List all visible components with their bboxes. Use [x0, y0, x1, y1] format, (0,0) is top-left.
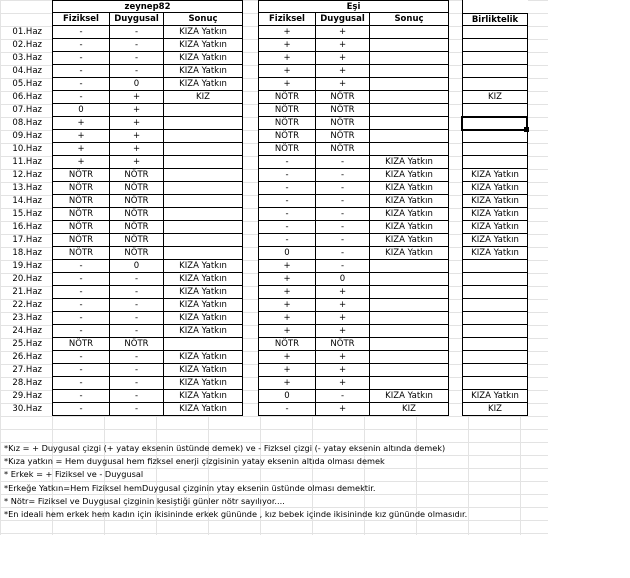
- table-cell[interactable]: [370, 104, 449, 117]
- table-cell[interactable]: KIZA Yatkın: [370, 234, 449, 247]
- table-cell[interactable]: KIZA Yatkın: [463, 247, 528, 260]
- table-cell[interactable]: +: [110, 117, 164, 130]
- table-cell[interactable]: [463, 130, 528, 143]
- table-cell[interactable]: 0: [110, 260, 164, 273]
- table-cell[interactable]: -: [53, 377, 110, 390]
- table-cell[interactable]: -: [53, 91, 110, 104]
- date-cell[interactable]: 01.Haz: [12, 27, 42, 37]
- table-cell[interactable]: [370, 338, 449, 351]
- table-cell[interactable]: +: [259, 65, 316, 78]
- table-cell[interactable]: [463, 312, 528, 325]
- table-cell[interactable]: NÖTR: [259, 117, 316, 130]
- table-cell[interactable]: -: [53, 299, 110, 312]
- date-cell[interactable]: 13.Haz: [12, 183, 42, 193]
- table-cell[interactable]: [164, 104, 243, 117]
- date-cell[interactable]: 29.Haz: [12, 391, 42, 401]
- column-header: Sonuç: [370, 13, 449, 26]
- table-cell[interactable]: [463, 338, 528, 351]
- blank-area: [548, 0, 630, 578]
- table-cell[interactable]: [370, 52, 449, 65]
- table-cell[interactable]: [164, 247, 243, 260]
- column-header: Fiziksel: [259, 13, 316, 26]
- table-cell[interactable]: [370, 143, 449, 156]
- table-cell[interactable]: [463, 377, 528, 390]
- table-cell[interactable]: +: [53, 130, 110, 143]
- table-cell[interactable]: [370, 260, 449, 273]
- table-cell[interactable]: -: [110, 325, 164, 338]
- table-cell[interactable]: -: [259, 182, 316, 195]
- table-cell[interactable]: -: [53, 325, 110, 338]
- note-line: *En ideali hem erkek hem kadın için ikisininde erkek gününde , kız bebek içinde ikisininde kız gününde olmasıdır.: [4, 508, 468, 519]
- table-cell[interactable]: 0: [259, 390, 316, 403]
- table-cell[interactable]: [164, 130, 243, 143]
- table-cell[interactable]: -: [259, 234, 316, 247]
- table-cell[interactable]: NÖTR: [259, 338, 316, 351]
- table-cell[interactable]: [463, 65, 528, 78]
- table-cell[interactable]: -: [53, 364, 110, 377]
- table-cell[interactable]: KIZA Yatkın: [370, 390, 449, 403]
- table-cell[interactable]: -: [53, 39, 110, 52]
- table-cell[interactable]: -: [53, 286, 110, 299]
- date-cell[interactable]: 27.Haz: [12, 365, 42, 375]
- table-cell[interactable]: KIZA Yatkın: [370, 182, 449, 195]
- date-cell[interactable]: 04.Haz: [12, 66, 42, 76]
- table-cell[interactable]: -: [316, 195, 370, 208]
- table-cell[interactable]: KIZA Yatkın: [370, 208, 449, 221]
- table-cell[interactable]: +: [259, 364, 316, 377]
- table-cell[interactable]: KIZA Yatkın: [164, 286, 243, 299]
- date-cell[interactable]: 24.Haz: [12, 326, 42, 336]
- table-cell[interactable]: KIZA Yatkın: [164, 312, 243, 325]
- table-cell[interactable]: [463, 78, 528, 91]
- table-cell[interactable]: [164, 234, 243, 247]
- table-cell[interactable]: +: [316, 26, 370, 39]
- date-cell[interactable]: 06.Haz: [12, 92, 42, 102]
- table-cell[interactable]: KIZA Yatkın: [164, 364, 243, 377]
- table-cell[interactable]: [463, 39, 528, 52]
- table-cell[interactable]: NÖTR: [110, 247, 164, 260]
- table-cell[interactable]: -: [110, 65, 164, 78]
- table-cell[interactable]: -: [110, 286, 164, 299]
- table-cell[interactable]: NÖTR: [53, 221, 110, 234]
- table-cell[interactable]: -: [316, 182, 370, 195]
- table-cell[interactable]: NÖTR: [53, 169, 110, 182]
- date-cell[interactable]: 25.Haz: [12, 339, 42, 349]
- table-cell[interactable]: [463, 273, 528, 286]
- table-cell[interactable]: NÖTR: [110, 234, 164, 247]
- table-cell[interactable]: -: [316, 234, 370, 247]
- table-cell[interactable]: KIZA Yatkın: [164, 390, 243, 403]
- table-cell[interactable]: NÖTR: [53, 247, 110, 260]
- table-cell[interactable]: +: [316, 78, 370, 91]
- date-cell[interactable]: 19.Haz: [12, 261, 42, 271]
- table-cell[interactable]: +: [53, 143, 110, 156]
- column-header: Sonuç: [164, 13, 243, 26]
- table-cell[interactable]: -: [110, 377, 164, 390]
- table-cell[interactable]: -: [110, 390, 164, 403]
- table-cell[interactable]: -: [316, 169, 370, 182]
- table-cell[interactable]: KIZA Yatkın: [463, 195, 528, 208]
- table-cell[interactable]: KIZ: [463, 403, 528, 416]
- table-cell[interactable]: +: [110, 130, 164, 143]
- table-cell[interactable]: [370, 78, 449, 91]
- table-cell[interactable]: KIZA Yatkın: [463, 182, 528, 195]
- date-cell[interactable]: 21.Haz: [12, 287, 42, 297]
- date-cell[interactable]: 08.Haz: [12, 118, 42, 128]
- date-cell[interactable]: 15.Haz: [12, 209, 42, 219]
- table-cell[interactable]: NÖTR: [110, 195, 164, 208]
- table-cell[interactable]: -: [259, 403, 316, 416]
- column-header: Duygusal: [316, 13, 370, 26]
- table-cell[interactable]: KIZ: [164, 91, 243, 104]
- table-cell[interactable]: [370, 273, 449, 286]
- table-cell[interactable]: -: [316, 156, 370, 169]
- table-cell[interactable]: [370, 312, 449, 325]
- table-cell[interactable]: NÖTR: [316, 143, 370, 156]
- date-cell[interactable]: 12.Haz: [12, 170, 42, 180]
- note-line: *Kıza yatkın = Hem duygusal hem fizksel enerji çizgisinin yatay eksenin altıda olması demek: [4, 456, 385, 467]
- table-cell[interactable]: NÖTR: [259, 130, 316, 143]
- note-line: *Kız = + Duygusal çizgi (+ yatay eksenin üstünde demek) ve - Fizksel çizgi (- yatay eksenin altında demek): [4, 443, 446, 453]
- table-cell[interactable]: [164, 208, 243, 221]
- table-cell[interactable]: -: [110, 364, 164, 377]
- table-cell[interactable]: -: [259, 169, 316, 182]
- table-cell[interactable]: NÖTR: [316, 91, 370, 104]
- table-cell[interactable]: +: [316, 52, 370, 65]
- table-cell[interactable]: KIZA Yatkın: [164, 325, 243, 338]
- table-cell[interactable]: +: [110, 91, 164, 104]
- table-cell[interactable]: +: [259, 260, 316, 273]
- table-cell[interactable]: -: [53, 312, 110, 325]
- table-cell[interactable]: [370, 286, 449, 299]
- table-cell[interactable]: -: [316, 208, 370, 221]
- table-cell[interactable]: KIZ: [370, 403, 449, 416]
- fill-handle[interactable]: [524, 127, 529, 132]
- table-cell[interactable]: KIZA Yatkın: [164, 39, 243, 52]
- date-cell[interactable]: 17.Haz: [12, 235, 42, 245]
- table-cell[interactable]: +: [259, 351, 316, 364]
- table-cell[interactable]: KIZ: [463, 91, 528, 104]
- date-cell[interactable]: 11.Haz: [12, 157, 42, 167]
- table-cell[interactable]: +: [259, 78, 316, 91]
- table-cell[interactable]: KIZA Yatkın: [164, 351, 243, 364]
- table-cell[interactable]: NÖTR: [53, 182, 110, 195]
- table-cell[interactable]: +: [316, 65, 370, 78]
- table-cell[interactable]: KIZA Yatkın: [164, 260, 243, 273]
- table-cell[interactable]: [463, 26, 528, 39]
- table-cell[interactable]: [463, 52, 528, 65]
- group-title: Eşi: [259, 0, 449, 13]
- table-cell[interactable]: NÖTR: [53, 208, 110, 221]
- table-cell[interactable]: [463, 351, 528, 364]
- table-cell[interactable]: -: [316, 260, 370, 273]
- table-cell[interactable]: +: [316, 403, 370, 416]
- table-cell[interactable]: NÖTR: [259, 143, 316, 156]
- table-cell[interactable]: [164, 195, 243, 208]
- table-cell[interactable]: KIZA Yatkın: [164, 52, 243, 65]
- table-cell[interactable]: -: [53, 52, 110, 65]
- table-cell[interactable]: [370, 65, 449, 78]
- table-cell[interactable]: -: [53, 390, 110, 403]
- table-cell[interactable]: +: [110, 143, 164, 156]
- table-cell[interactable]: NÖTR: [316, 338, 370, 351]
- table-cell[interactable]: KIZA Yatkın: [463, 208, 528, 221]
- table-cell[interactable]: NÖTR: [53, 338, 110, 351]
- table-cell[interactable]: -: [110, 26, 164, 39]
- table-cell[interactable]: NÖTR: [316, 104, 370, 117]
- table-cell[interactable]: +: [316, 39, 370, 52]
- table-cell[interactable]: -: [259, 208, 316, 221]
- table-cell[interactable]: KIZA Yatkın: [463, 390, 528, 403]
- table-cell[interactable]: -: [110, 312, 164, 325]
- table-cell[interactable]: NÖTR: [110, 169, 164, 182]
- table-birliktelik: [462, 0, 528, 416]
- table-cell[interactable]: [463, 143, 528, 156]
- table-cell[interactable]: -: [53, 65, 110, 78]
- table-cell[interactable]: [463, 260, 528, 273]
- table-cell[interactable]: KIZA Yatkın: [370, 247, 449, 260]
- table-cell[interactable]: [370, 299, 449, 312]
- table-cell[interactable]: +: [316, 286, 370, 299]
- table-cell[interactable]: +: [53, 117, 110, 130]
- table-cell[interactable]: +: [316, 351, 370, 364]
- table-cell[interactable]: [164, 117, 243, 130]
- table-cell[interactable]: -: [53, 78, 110, 91]
- table-esi: [258, 0, 449, 416]
- date-cell[interactable]: 10.Haz: [12, 144, 42, 154]
- table-cell[interactable]: -: [259, 195, 316, 208]
- table-cell[interactable]: +: [259, 312, 316, 325]
- table-cell[interactable]: KIZA Yatkın: [370, 156, 449, 169]
- table-cell[interactable]: [164, 143, 243, 156]
- table-cell[interactable]: +: [259, 26, 316, 39]
- date-cell[interactable]: 20.Haz: [12, 274, 42, 284]
- date-cell[interactable]: 18.Haz: [12, 248, 42, 258]
- date-cell[interactable]: 23.Haz: [12, 313, 42, 323]
- table-cell[interactable]: NÖTR: [259, 91, 316, 104]
- table-cell[interactable]: [370, 26, 449, 39]
- table-cell[interactable]: -: [259, 221, 316, 234]
- table-cell[interactable]: KIZA Yatkın: [164, 403, 243, 416]
- table-cell[interactable]: [370, 377, 449, 390]
- table-cell[interactable]: -: [110, 39, 164, 52]
- table-cell[interactable]: +: [259, 273, 316, 286]
- date-cell[interactable]: 02.Haz: [12, 40, 42, 50]
- note-line: * Erkek = + Fiziksel ve - Duygusal: [4, 469, 144, 480]
- table-cell[interactable]: KIZA Yatkın: [370, 195, 449, 208]
- table-cell[interactable]: +: [316, 299, 370, 312]
- table-cell[interactable]: KIZA Yatkın: [370, 169, 449, 182]
- table-cell[interactable]: 0: [316, 273, 370, 286]
- date-cell[interactable]: 28.Haz: [12, 378, 42, 388]
- table-cell[interactable]: [463, 156, 528, 169]
- table-cell[interactable]: NÖTR: [316, 130, 370, 143]
- table-cell[interactable]: -: [110, 273, 164, 286]
- table-cell[interactable]: NÖTR: [53, 234, 110, 247]
- date-cell[interactable]: 05.Haz: [12, 79, 42, 89]
- table-cell[interactable]: KIZA Yatkın: [164, 377, 243, 390]
- table-zeynep82: [52, 0, 243, 416]
- table-cell[interactable]: -: [53, 273, 110, 286]
- table-cell[interactable]: +: [259, 52, 316, 65]
- table-cell[interactable]: -: [110, 52, 164, 65]
- table-cell[interactable]: [164, 156, 243, 169]
- table-cell[interactable]: -: [110, 299, 164, 312]
- table-cell[interactable]: NÖTR: [110, 338, 164, 351]
- table-cell[interactable]: NÖTR: [316, 117, 370, 130]
- table-cell[interactable]: -: [53, 351, 110, 364]
- table-cell[interactable]: KIZA Yatkın: [164, 65, 243, 78]
- date-cell[interactable]: 26.Haz: [12, 352, 42, 362]
- table-cell[interactable]: NÖTR: [53, 195, 110, 208]
- table-cell[interactable]: [164, 221, 243, 234]
- table-cell[interactable]: +: [259, 325, 316, 338]
- table-cell[interactable]: [370, 325, 449, 338]
- table-cell[interactable]: KIZA Yatkın: [463, 169, 528, 182]
- table-cell[interactable]: NÖTR: [110, 182, 164, 195]
- table-cell[interactable]: -: [53, 26, 110, 39]
- table-cell[interactable]: [370, 364, 449, 377]
- note-line: * Nötr= Fiziksel ve Duygusal çizginin kesiştiği günler nötr sayılıyor....: [4, 495, 285, 506]
- table-cell[interactable]: +: [259, 286, 316, 299]
- table-cell[interactable]: -: [316, 247, 370, 260]
- table-cell[interactable]: [370, 130, 449, 143]
- table-cell[interactable]: +: [316, 377, 370, 390]
- table-cell[interactable]: [463, 325, 528, 338]
- date-cell[interactable]: 30.Haz: [12, 404, 42, 414]
- date-cell[interactable]: 09.Haz: [12, 131, 42, 141]
- date-cell[interactable]: 16.Haz: [12, 222, 42, 232]
- date-cell[interactable]: 07.Haz: [12, 105, 42, 115]
- table-cell[interactable]: 0: [53, 104, 110, 117]
- blank-area-bottom: [0, 535, 630, 578]
- table-cell[interactable]: [164, 182, 243, 195]
- table-cell[interactable]: -: [53, 260, 110, 273]
- table-cell[interactable]: -: [53, 403, 110, 416]
- group-title: Birliktelik: [463, 13, 528, 26]
- table-cell[interactable]: KIZA Yatkın: [370, 221, 449, 234]
- table-cell[interactable]: [463, 299, 528, 312]
- table-cell[interactable]: [463, 364, 528, 377]
- table-cell[interactable]: +: [316, 364, 370, 377]
- table-cell[interactable]: NÖTR: [259, 104, 316, 117]
- table-cell[interactable]: KIZA Yatkın: [463, 234, 528, 247]
- date-cell[interactable]: 22.Haz: [12, 300, 42, 310]
- table-cell[interactable]: +: [53, 156, 110, 169]
- table-cell[interactable]: [370, 39, 449, 52]
- table-cell[interactable]: KIZA Yatkın: [164, 26, 243, 39]
- table-cell[interactable]: -: [316, 390, 370, 403]
- table-cell[interactable]: [370, 91, 449, 104]
- table-cell[interactable]: +: [110, 104, 164, 117]
- table-cell[interactable]: KIZA Yatkın: [164, 78, 243, 91]
- table-cell[interactable]: +: [259, 299, 316, 312]
- date-cell[interactable]: 03.Haz: [12, 53, 42, 63]
- table-cell[interactable]: -: [110, 351, 164, 364]
- column-header: Fiziksel: [53, 13, 110, 26]
- table-cell[interactable]: +: [316, 312, 370, 325]
- table-cell[interactable]: NÖTR: [110, 221, 164, 234]
- table-cell[interactable]: +: [259, 39, 316, 52]
- table-cell[interactable]: [164, 338, 243, 351]
- table-cell[interactable]: KIZA Yatkın: [164, 273, 243, 286]
- table-cell[interactable]: +: [110, 156, 164, 169]
- table-cell[interactable]: KIZA Yatkın: [164, 299, 243, 312]
- table-cell[interactable]: 0: [110, 78, 164, 91]
- table-cell[interactable]: NÖTR: [110, 208, 164, 221]
- selected-cell[interactable]: [461, 116, 528, 131]
- table-cell[interactable]: -: [316, 221, 370, 234]
- table-cell[interactable]: +: [316, 325, 370, 338]
- table-cell[interactable]: [164, 169, 243, 182]
- table-cell[interactable]: -: [259, 156, 316, 169]
- table-cell[interactable]: KIZA Yatkın: [463, 221, 528, 234]
- table-cell[interactable]: -: [110, 403, 164, 416]
- table-cell[interactable]: 0: [259, 247, 316, 260]
- note-line: *Erkeğe Yatkın=Hem Fiziksel hemDuygusal çizginin ytay eksenin üstünde olması demektir.: [4, 482, 376, 493]
- table-cell[interactable]: [370, 351, 449, 364]
- table-cell[interactable]: [370, 117, 449, 130]
- column-header: Duygusal: [110, 13, 164, 26]
- notes-block: [4, 442, 544, 521]
- date-cell[interactable]: 14.Haz: [12, 196, 42, 206]
- table-cell[interactable]: +: [259, 377, 316, 390]
- table-cell[interactable]: [463, 286, 528, 299]
- group-title: zeynep82: [53, 0, 243, 13]
